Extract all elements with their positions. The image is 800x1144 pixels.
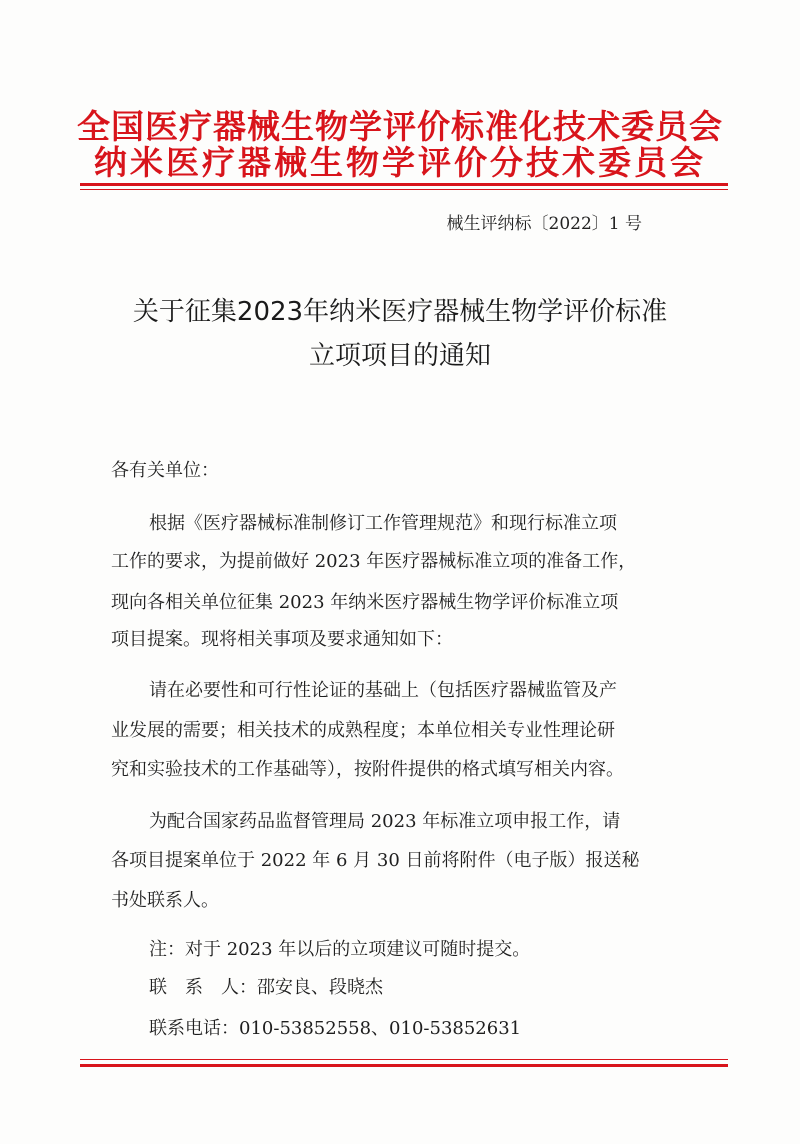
contact-person: 联 系 人：邵安良、段晓杰: [149, 977, 383, 998]
body-line: 请在必要性和可行性论证的基础上（包括医疗器械监管及产: [149, 680, 617, 701]
document-number: 械生评纳标〔2022〕1 号: [446, 214, 642, 234]
body-line: 各项目提案单位于 2022 年 6 月 30 日前将附件（电子版）报送秘: [111, 850, 640, 871]
note-line: 注：对于 2023 年以后的立项建议可随时提交。: [149, 939, 531, 960]
footer-rule-thin: [80, 1059, 728, 1060]
body-line: 书处联系人。: [111, 890, 219, 911]
body-line: 究和实验技术的工作基础等），按附件提供的格式填写相关内容。: [111, 759, 624, 780]
issuing-org-1: 全国医疗器械生物学评价标准化技术委员会: [77, 107, 723, 146]
header-rule-thick: [80, 183, 728, 186]
body-line: 为配合国家药品监督管理局 2023 年标准立项申报工作，请: [149, 811, 621, 832]
salutation: 各有关单位：: [111, 460, 219, 481]
body-line: 业发展的需要；相关技术的成熟程度；本单位相关专业性理论研: [111, 720, 615, 741]
body-line: 工作的要求，为提前做好 2023 年医疗器械标准立项的准备工作，: [111, 551, 637, 572]
body-line: 现向各相关单位征集 2023 年纳米医疗器械生物学评价标准立项: [111, 592, 619, 613]
issuing-org-2: 纳米医疗器械生物学评价分技术委员会: [94, 143, 706, 182]
contact-phone: 联系电话：010-53852558、010-53852631: [149, 1018, 522, 1039]
body-line: 根据《医疗器械标准制修订工作管理规范》和现行标准立项: [149, 513, 617, 534]
footer-rule-thick: [80, 1064, 728, 1067]
body-line: 项目提案。现将相关事项及要求通知如下：: [111, 629, 453, 650]
document-title-line-2: 立项项目的通知: [308, 341, 491, 371]
header-rule-thin: [80, 189, 728, 190]
document-title-line-1: 关于征集2023年纳米医疗器械生物学评价标准: [132, 297, 668, 327]
